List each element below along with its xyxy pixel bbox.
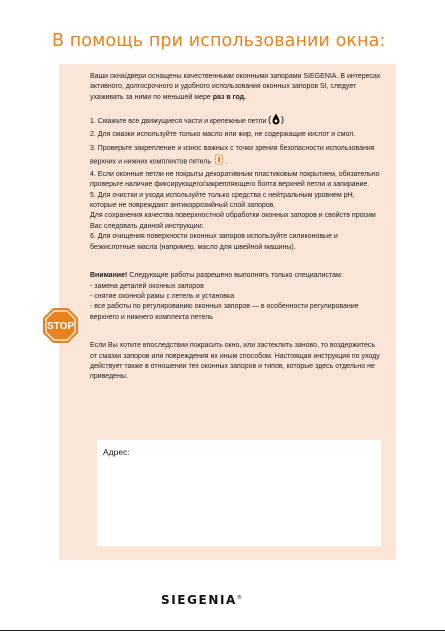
hinge-check-icon (213, 154, 225, 169)
step-1 (90, 113, 382, 129)
intro-emphasis: раз в год. (212, 93, 247, 101)
siegenia-logo (161, 593, 242, 607)
logo-text: SIEGENIA (161, 593, 237, 607)
warning-heading (90, 271, 382, 281)
bottom-divider (0, 630, 445, 631)
intro-text: Ваши окна/двери оснащены качественными оконными запорами SIEGENIA. В интересах активного, долгосрочного и удобного использования оконных запоров SI, следует ухаживать за ними по меньшей мере (90, 73, 381, 101)
logo-registered: ® (236, 595, 242, 601)
address-label: Адрес: (103, 447, 130, 457)
stop-sign-text: STOP (46, 321, 75, 332)
step-5: 5. Для очистки и ухода используйте только средства с нейтральным уровнем pH, которые не повреждают антикоррозийный слой запоров. (90, 191, 355, 210)
step-1-text: 1. Смажьте все движущиеся части и крепежные петли (90, 118, 267, 126)
step-3-text: 3. Проверьте закрепление и износ важных с точки зрения безопасности использования верхних и нижних комплектов петель (90, 145, 375, 166)
instructions-content (90, 72, 382, 383)
closing-paragraph: Если Вы хотите впоследствии покрасить окно, или застеклить заново, то воздержитесь от смазки запоров или повреждения их иным способом. Настоящая инструкция по уходу действует также в отношении тех оконных запоров и типов, которые здесь отдельно не приведены. (90, 342, 380, 381)
intro-paragraph (90, 72, 382, 103)
step-2: 2. Для смазки используйте только масло или жир, не содержащие кислот и смол. (90, 130, 356, 138)
warning-item: - замена деталей оконных запоров (90, 282, 204, 290)
page-title: В помощь при использовании окна: (52, 31, 386, 51)
stop-sign-icon (42, 307, 79, 344)
step-3: 3. Проверьте закрепление и износ важных с точки зрения безопасности использования верхних и нижних комплектов петель . (90, 144, 382, 170)
warning-item: - все работы по регулированию оконных запоров — в особенности регулирование верхнего и нижнего комплекта петель (90, 303, 359, 321)
warning-label: Внимание! (90, 272, 128, 280)
preservation-note: Для сохранения качества поверхностной обработки оконных запоров и свойств просим Вас следовать данной инструкции: (90, 212, 376, 230)
step-6: 6. Для очищения поверхности оконных запоров используйте силиконовые и безкислотные масла (например, масло для швейной машины). (90, 233, 338, 251)
oil-drop-icon (268, 113, 284, 129)
address-box[interactable] (97, 440, 381, 546)
warning-text: Следующие работы разрешено выполнять только специалистам: (127, 272, 343, 280)
step-4: 4. Если оконные петли не покрыты декоративным пластиковым покрытием, обязательно проверьте наличие фиксирующего/закрепляющего болта верхней петли и запирание. (90, 170, 380, 189)
warning-item: - снятие оконной рамы с петель и установка (90, 292, 235, 300)
